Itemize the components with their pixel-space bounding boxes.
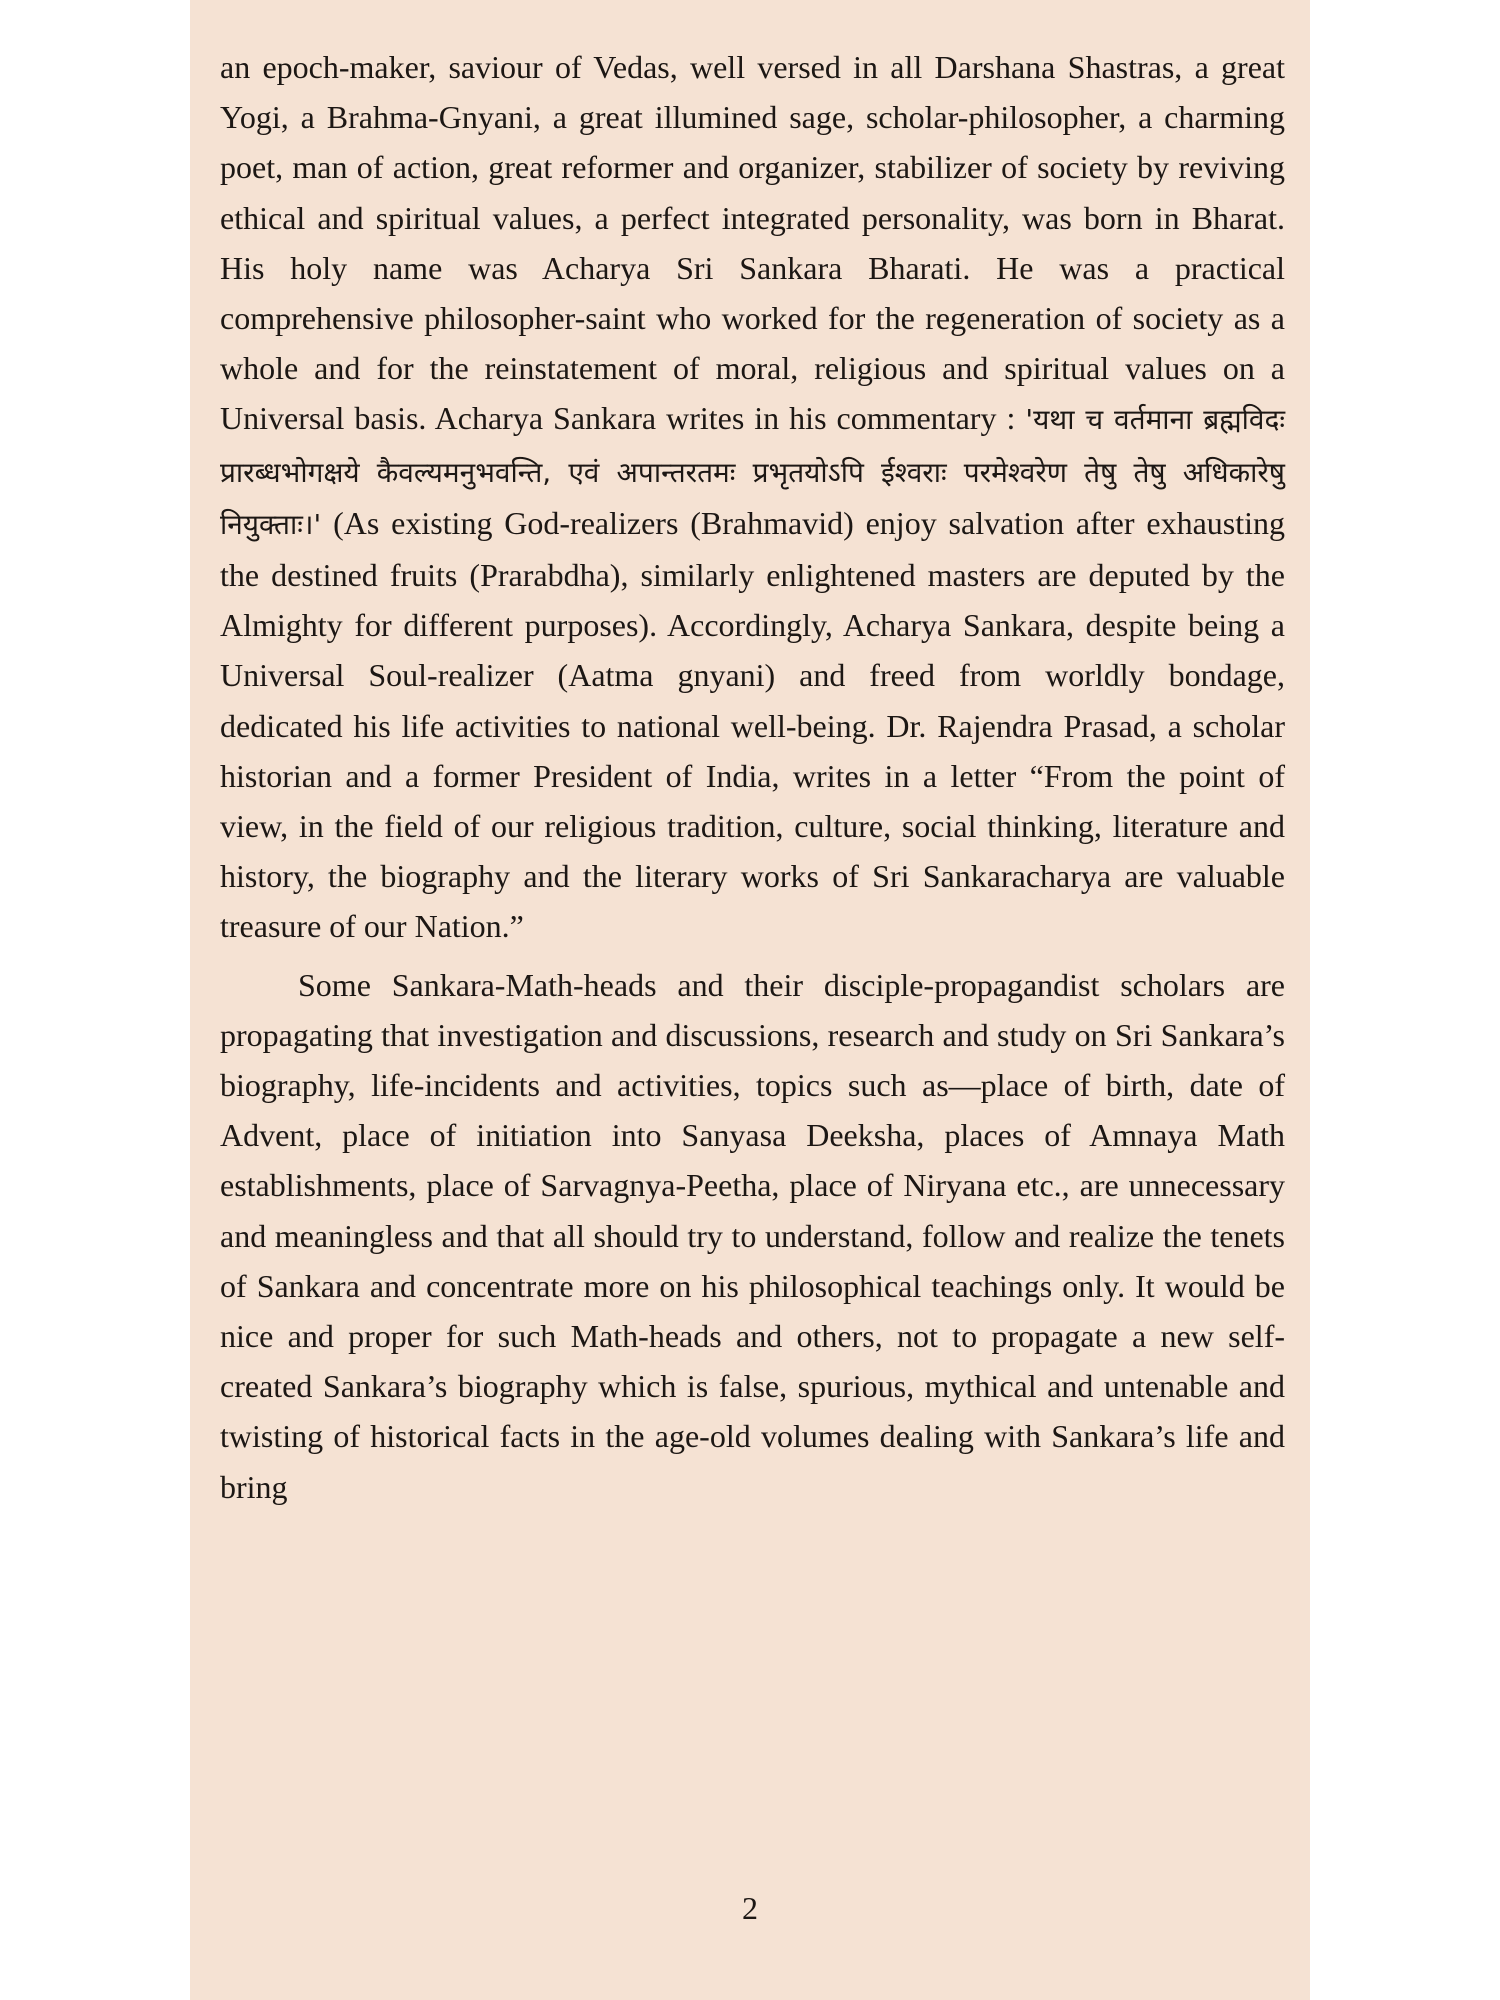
sanskrit-quote: 'यथा च वर्तमाना ब्रह्मविदः प्रारब्धभोगक्षये कैवल्यमनुभवन्ति, एवं अपान्तरतमः प्रभृतयोऽपि ईश्वराः परमेश्वरेण तेषु तेषु अधिकारेषु नियुक्ताः।' (220, 403, 1286, 541)
paragraph-2: Some Sankara-Math-heads and their disciple-propagandist scholars are propagating that investigation and discussions, research and study on Sri Sankara’s biography, life-incidents and activities, topics such as—place of birth, date of Advent, place of initiation into Sanyasa Deeksha, places of Amnaya Math establishments, place of Sarvagnya-Peetha, place of Niryana etc., are unnecessary and meaningless and that all should try to understand, follow and realize the tenets of Sankara and concentrate more on his philosophical teachings only. It would be nice and proper for such Math-heads and others, not to propagate a new self-created Sankara’s biography which is false, spurious, mythical and untenable and twisting of historical facts in the age-old volumes dealing with Sankara’s life and bring (220, 966, 1285, 1505)
page-body (220, 42, 1285, 1512)
paragraph-1 (220, 42, 1285, 952)
book-page (190, 0, 1310, 2000)
quote-translation: (As existing God-realizers (Brahmavid) enjoy salvation after exhausting the destined fruits (Prarabdha), similarly enlightened masters are deputed by the Almighty for different purposes). Accordingly, Acharya Sankara, despite being a Universal Soul-realizer (Aatma gnyani) and freed from worldly bondage, dedicated his life activities to national well-being. Dr. Rajendra Prasad, a scholar historian and a former President of India, writes in a letter “From the point of view, in the field of our religious tradition, culture, social thinking, literature and history, the biography and the literary works of Sri Sankaracharya are valuable treasure of our Nation.” (220, 504, 1286, 945)
paragraph-1-lead: an epoch-maker, saviour of Vedas, well versed in all Darshana Shastras, a great Yogi, a Brahma-Gnyani, a great illumined sage, scholar-philosopher, a charming poet, man of action, great reformer and organizer, stabilizer of society by reviving ethical and spiritual values, a perfect integrated personality, was born in Bharat. His holy name was Acharya Sri Sankara Bharati. He was a practical comprehensive philosopher-saint who worked for the regeneration of society as a whole and for the reinstatement of moral, religious and spiritual values on a Universal basis. Acharya Sankara writes in his commentary : (220, 49, 1285, 437)
page-number: 2 (742, 1890, 758, 1926)
